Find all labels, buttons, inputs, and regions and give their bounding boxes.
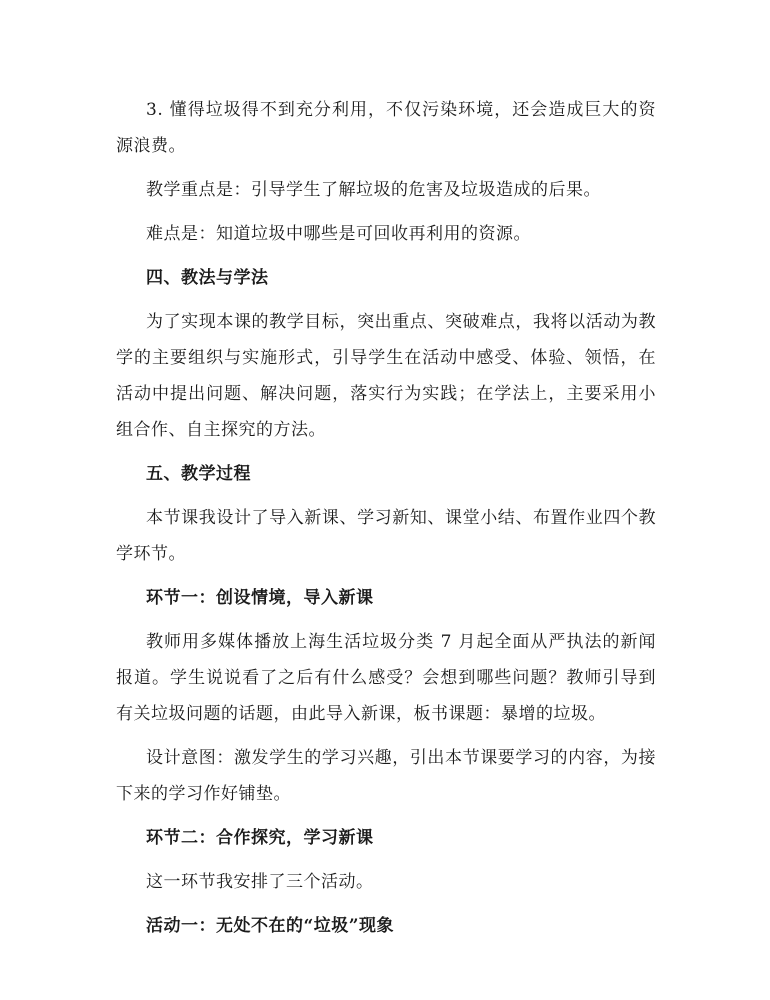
section-heading-step-1: 环节一：创设情境，导入新课 [146,588,374,608]
section-heading-methods: 四、教法与学法 [146,268,269,288]
paragraph-step-1-intent: 设计意图：激发学生的学习兴趣，引出本节课要学习的内容，为接下来的学习作好铺垫。 [116,748,656,804]
paragraph-step-1: 教师用多媒体播放上海生活垃圾分类 7 月起全面从严执法的新闻报道。学生说说看了之后有什么感受？会想到哪些问题？教师引导到有关垃圾问题的话题，由此导入新课，板书课题：暴增的垃圾。 [116,632,656,724]
document-body [116,92,656,952]
paragraph-step-2: 这一环节我安排了三个活动。 [146,872,374,892]
paragraph-objective-3: 3. 懂得垃圾得不到充分利用，不仅污染环境，还会造成巨大的资源浪费。 [116,100,656,156]
section-heading-activity-1: 活动一：无处不在的“垃圾”现象 [146,916,395,936]
paragraph-process-overview: 本节课我设计了导入新课、学习新知、课堂小结、布置作业四个教学环节。 [116,508,656,564]
paragraph-methods: 为了实现本课的教学目标，突出重点、突破难点，我将以活动为教学的主要组织与实施形式，引导学生在活动中感受、体验、领悟，在活动中提出问题、解决问题，落实行为实践；在学法上，主要采用小组合作、自主探究的方法。 [116,312,656,440]
paragraph-difficulty: 难点是：知道垃圾中哪些是可回收再利用的资源。 [146,224,531,244]
section-heading-step-2: 环节二：合作探究，学习新课 [146,828,374,848]
section-heading-process: 五、教学过程 [146,464,251,484]
paragraph-key-point: 教学重点是：引导学生了解垃圾的危害及垃圾造成的后果。 [146,180,601,200]
